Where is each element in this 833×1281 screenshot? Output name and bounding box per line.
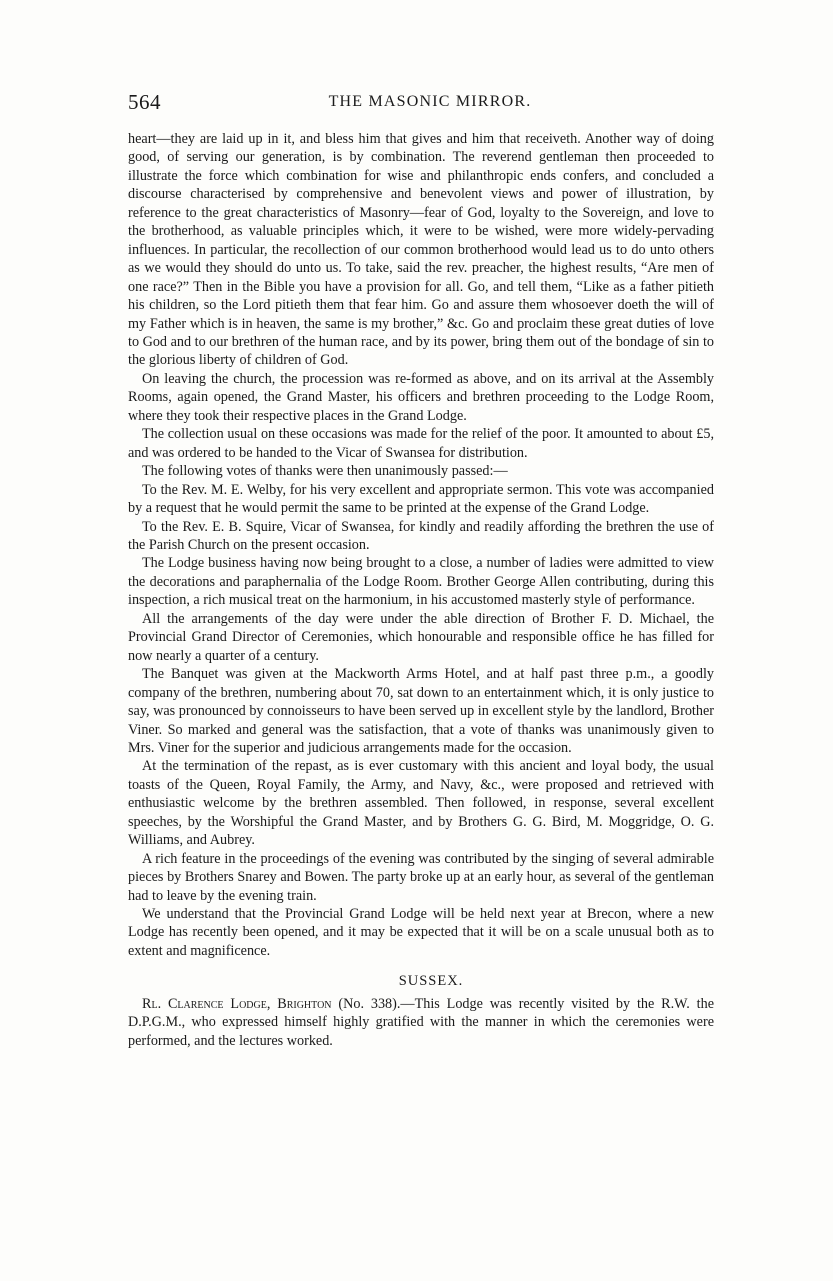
paragraph-arrangements: All the arrangements of the day were under the able direction of Brother F. D. Michael, the Provincial Grand Director of Ceremonies, which honourable and responsible office he has filled for now nearly a quarter of a century. xyxy=(128,610,714,664)
paragraph-lodge-ladies: The Lodge business having now being brought to a close, a number of ladies were admitted to view the decorations and paraphernalia of the Lodge Room. Brother George Allen contributing, during this inspection, a rich musical treat on the harmonium, in his accustomed masterly style of performance. xyxy=(128,555,714,609)
paragraph-sermon-conclusion: heart—they are laid up in it, and bless him that gives and him that receiveth. Another way of doing good, of serving our generation, is by combination. The reverend gentleman then proceeded to illustrate the force which combination for wise and philanthropic ends confers, and concluded a discourse characterised by comprehensive and benevolent views and power of illustration, by reference to the great characteristics of Masonry—fear of God, loyalty to the Sovereign, and love to the brotherhood, as valuable principles which, it were to be wished, were more widely-pervading influences. In particular, the recollection of our common brotherhood would lead us to do unto others as we would they should do unto us. To take, said the rev. preacher, the highest results, “Are men of one race?” Then in the Bible you have a provision for all. Go, and tell them, “Like as a father pitieth his children, so the Lord pitieth them that fear him. Go and assure them whosoever doeth the will of my Father which is in heaven, the same is my brother,” &c. Go and proclaim these great duties of love to God and to our brethren of the human race, and by its power, bring them out of the bondage of sin to the glorious liberty of children of God. xyxy=(128,131,714,369)
paragraph-votes-intro: The following votes of thanks were then unanimously passed:— xyxy=(142,463,508,480)
clarence-lodge-text: (No. 338).—This Lodge was recently visited by the R.W. the D.P.G.M., who expressed himself highly gratified with the manner in which the ceremonies were performed, and the lectures worked. xyxy=(128,995,714,1049)
paragraph-singing: A rich feature in the proceedings of the evening was contributed by the singing of several admirable pieces by Brothers Snarey and Bowen. The party broke up at an early hour, as several of the gentleman had to leave by the evening train. xyxy=(128,850,714,904)
running-head xyxy=(128,90,712,116)
page-number: 564 xyxy=(128,90,161,114)
journal-title: THE MASONIC MIRROR. xyxy=(328,93,532,110)
paragraph-next-year: We understand that the Provincial Grand Lodge will be held next year at Brecon, where a new Lodge has recently been opened, and it may be expected that it will be on a scale unusual both as to extent and magnificence. xyxy=(128,906,714,959)
section-heading-sussex: SUSSEX. xyxy=(398,973,464,990)
paragraph-vote-squire: To the Rev. E. B. Squire, Vicar of Swansea, for kindly and readily affording the brethren the use of the Parish Church on the present occasion. xyxy=(128,518,714,553)
paragraph-vote-welby: To the Rev. M. E. Welby, for his very excellent and appropriate sermon. This vote was accompanied by a request that he would permit the same to be printed at the expense of the Grand Lodge. xyxy=(128,481,714,517)
paragraph-banquet: The Banquet was given at the Mackworth Arms Hotel, and at half past three p.m., a goodly company of the brethren, numbering about 70, sat down to an entertainment which, it is only justice to say, was pronounced by connoisseurs to have been served up in excellent style by the landlord, Brother Viner. So marked and general was the satisfaction, that a vote of thanks was unanimously given to Mrs. Viner for the superior and judicious arrangements made for the occasion. xyxy=(128,666,714,756)
paragraph-clarence-lodge xyxy=(128,995,714,1050)
article-body xyxy=(128,130,714,1050)
paragraph-procession: On leaving the church, the procession was re-formed as above, and on its arrival at the Assembly Rooms, again opened, the Grand Master, his officers and brethren proceeding to the Lodge Room, where they took their respective places in the Grand Lodge. xyxy=(128,370,714,424)
paragraph-toasts: At the termination of the repast, as is ever customary with this ancient and loyal body, the usual toasts of the Queen, Royal Family, the Army, and Navy, &c., were proposed and retrieved with enthusiastic welcome by the brethren assembled. Then followed, in response, several excellent speeches, by the Worshipful the Grand Master, and by Brothers G. G. Bird, M. Moggridge, O. G. Williams, and Aubrey. xyxy=(128,758,714,849)
paragraph-collection: The collection usual on these occasions was made for the relief of the poor. It amounted to about £5, and was ordered to be handed to the Vicar of Swansea for distribution. xyxy=(128,426,714,461)
lodge-name-lead-in: Rl. Clarence Lodge, Brighton xyxy=(142,995,332,1012)
